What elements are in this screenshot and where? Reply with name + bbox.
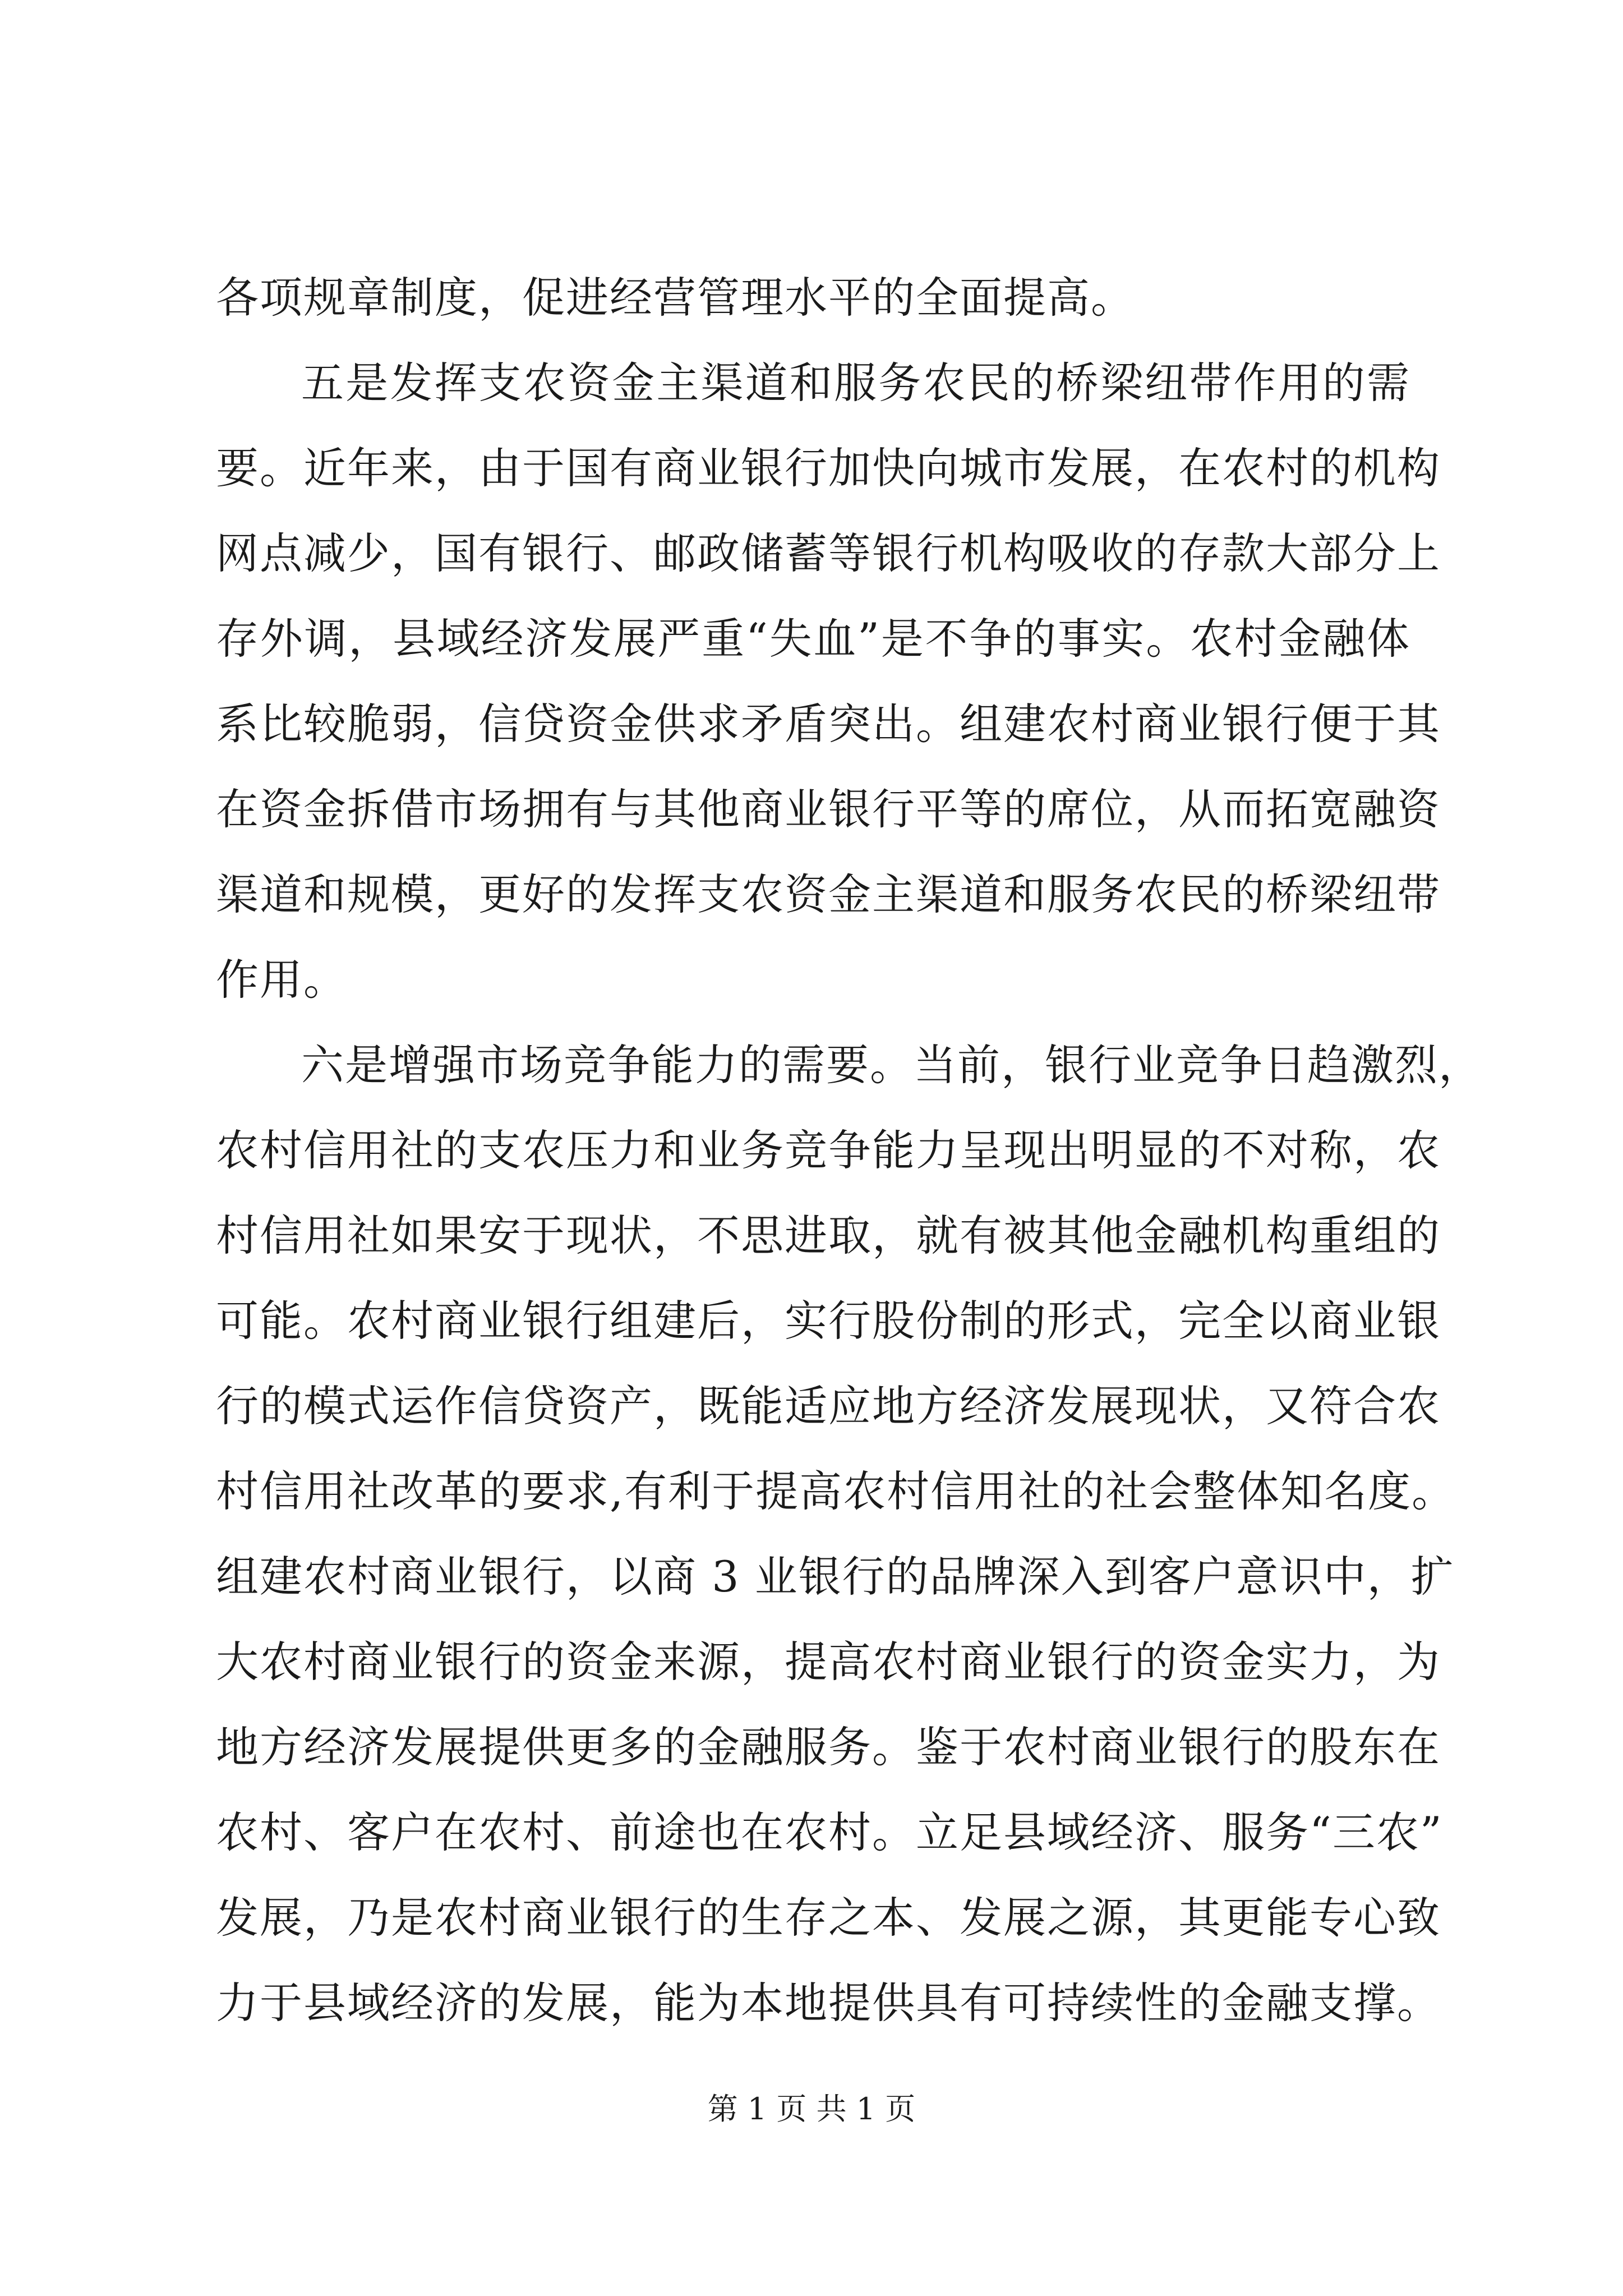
text-line: 五是发挥支农资金主渠道和服务农民的桥梁纽带作用的需 xyxy=(301,358,1410,408)
text-line: 要。近年来，由于国有商业银行加快向城市发展，在农村的机构 xyxy=(216,443,1441,493)
text-line: 力于县域经济的发展，能为本地提供具有可持续性的金融支撑。 xyxy=(216,1978,1441,2028)
page-number-label: 第 1 页 共 1 页 xyxy=(707,2091,916,2127)
paragraph xyxy=(216,1023,1482,2046)
document-body xyxy=(216,255,1482,2046)
text-line: 村信用社如果安于现状，不思进取，就有被其他金融机构重组的 xyxy=(216,1211,1441,1260)
paragraph xyxy=(216,341,1441,1023)
text-line: 在资金拆借市场拥有与其他商业银行平等的席位，从而拓宽融资 xyxy=(216,784,1441,834)
paragraph xyxy=(216,255,1410,341)
text-line: 农村、客户在农村、前途也在农村。立足县域经济、服务“三农” xyxy=(216,1807,1443,1857)
text-line: 系比较脆弱，信贷资金供求矛盾突出。组建农村商业银行便于其 xyxy=(216,699,1441,749)
text-line: 组建农村商业银行，以商 3 业银行的品牌深入到客户意识中，扩 xyxy=(216,1552,1455,1602)
text-line: 存外调，县域经济发展严重“失血”是不争的事实。农村金融体 xyxy=(216,614,1410,664)
text-line: 六是增强市场竞争能力的需要。当前，银行业竞争日趋激烈， xyxy=(301,1040,1482,1090)
text-line: 地方经济发展提供更多的金融服务。鉴于农村商业银行的股东在 xyxy=(216,1722,1441,1772)
text-line: 可能。农村商业银行组建后，实行股份制的形式，完全以商业银 xyxy=(216,1296,1441,1346)
text-line: 发展，乃是农村商业银行的生存之本、发展之源，其更能专心致 xyxy=(216,1893,1441,1943)
text-line: 行的模式运作信贷资产，既能适应地方经济发展现状，又符合农 xyxy=(216,1381,1441,1431)
text-line: 村信用社改革的要求,有利于提高农村信用社的社会整体知名度。 xyxy=(216,1466,1456,1516)
page-footer xyxy=(0,2087,1623,2132)
text-line: 农村信用社的支农压力和业务竞争能力呈现出明显的不对称，农 xyxy=(216,1125,1441,1175)
text-line: 大农村商业银行的资金来源，提高农村商业银行的资金实力，为 xyxy=(216,1637,1441,1687)
text-line: 渠道和规模，更好的发挥支农资金主渠道和服务农民的桥梁纽带 xyxy=(216,869,1441,919)
text-line: 网点减少，国有银行、邮政储蓄等银行机构吸收的存款大部分上 xyxy=(216,528,1441,578)
text-line: 作用。 xyxy=(216,955,347,1005)
text-line: 各项规章制度，促进经营管理水平的全面提高。 xyxy=(216,273,1135,323)
